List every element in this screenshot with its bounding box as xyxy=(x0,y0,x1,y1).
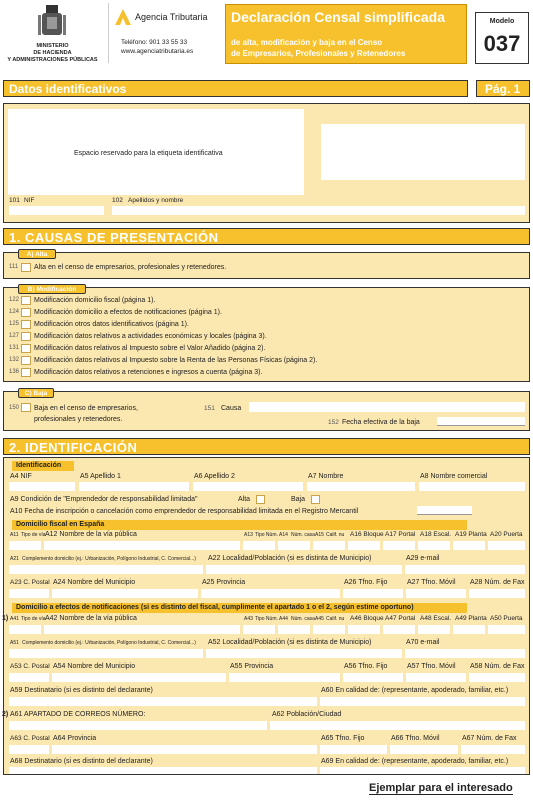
a55-label: A55 Provincia xyxy=(230,663,274,670)
a22-field[interactable] xyxy=(206,565,402,574)
form-subtitle-2: de Empresarios, Profesionales y Retenedores xyxy=(231,49,406,58)
tipo-via-label: Tipo de vía xyxy=(21,532,46,538)
a61-field[interactable] xyxy=(9,721,267,730)
agency-block xyxy=(108,3,220,63)
modificacion-tab: B) Modificación xyxy=(18,284,86,294)
a53-field[interactable] xyxy=(9,673,49,682)
a24-field[interactable] xyxy=(52,589,198,598)
a12-field[interactable] xyxy=(44,541,240,550)
mod-text: Modificación datos relativos al Impuesto sobre la Renta de las Personas Físicas (página 2). xyxy=(34,357,318,364)
a50-label: A50 Puerta xyxy=(490,615,523,622)
agency-name: Agencia Tributaria xyxy=(135,12,208,22)
a14-code: A14 xyxy=(279,532,288,538)
a68-label: A68 Destinatario (si es distinto del declarante) xyxy=(10,758,153,765)
causa-field[interactable] xyxy=(249,402,525,412)
a7-field[interactable] xyxy=(307,482,415,491)
a47-label: A47 Portal xyxy=(385,615,416,622)
mod-checkbox[interactable] xyxy=(21,320,31,329)
a4-label: A4 NIF xyxy=(10,473,32,480)
causas-title: 1. CAUSAS DE PRESENTACIÓN xyxy=(9,230,219,245)
a63-field[interactable] xyxy=(9,745,49,754)
a63-label: A63 C. Postal xyxy=(10,735,50,742)
a9-baja-checkbox[interactable] xyxy=(311,495,320,504)
mod-checkbox[interactable] xyxy=(21,296,31,305)
a62-label: A62 Población/Ciudad xyxy=(272,711,342,718)
a11-code: A11 xyxy=(10,532,19,538)
form-subtitle-1: de alta, modificación y baja en el Censo xyxy=(231,38,383,47)
baja-tab: C) Baja xyxy=(18,388,54,398)
a29-label: A29 e-mail xyxy=(406,555,440,562)
model-label: Modelo xyxy=(489,18,515,25)
a20-label: A20 Puerta xyxy=(490,531,523,538)
mod-text: Modificación datos relativos al Impuesto sobre el Valor Añadido (página 2). xyxy=(34,345,266,352)
a52-label: A52 Localidad/Población (si es distinta de Municipio) xyxy=(208,639,372,646)
a43-field[interactable] xyxy=(243,625,275,634)
a16-label: A16 Bloque xyxy=(350,531,384,538)
a57-field[interactable] xyxy=(406,673,466,682)
n2-label: 2) xyxy=(2,711,9,718)
mod-text: Modificación otros datos identificativos (página 1). xyxy=(34,321,189,328)
a64-label: A64 Provincia xyxy=(53,735,97,742)
alta-checkbox[interactable] xyxy=(21,263,31,272)
tipo-num-label-2: Tipo Núm. xyxy=(255,616,278,622)
causas-title-bar xyxy=(3,228,530,245)
a58-label: A58 Núm. de Fax xyxy=(470,663,525,670)
a60-label: A60 En calidad de: (representante, apoderado, familiar, etc.) xyxy=(321,687,509,694)
mod-checkbox[interactable] xyxy=(21,356,31,365)
mod-checkbox[interactable] xyxy=(21,344,31,353)
a12-label: A12 Nombre de la vía pública xyxy=(45,531,137,538)
fecha-baja-label: Fecha efectiva de la baja xyxy=(342,419,420,426)
tipo-via-label-2: Tipo de vía xyxy=(21,616,46,622)
a41-code: A41 xyxy=(10,616,19,622)
page-badge xyxy=(476,80,530,97)
label-space-text: Espacio reservado para la etiqueta identificativa xyxy=(74,150,223,157)
calif-num-label: Calif. nu xyxy=(326,532,345,538)
a50-field[interactable] xyxy=(488,625,525,634)
a20-field[interactable] xyxy=(488,541,525,550)
calif-num-label-2: Calif. nu xyxy=(326,616,345,622)
a27-field[interactable] xyxy=(406,589,466,598)
mod-text: Modificación domicilio a efectos de notificaciones (página 1). xyxy=(34,309,222,316)
baja-checkbox[interactable] xyxy=(21,403,31,412)
a44-code: A44 xyxy=(279,616,288,622)
a54-label: A54 Nombre del Municipio xyxy=(53,663,136,670)
a26-label: A26 Tfno. Fijo xyxy=(344,579,388,586)
alta-panel xyxy=(3,252,530,279)
a68-field[interactable] xyxy=(9,767,317,774)
mod-code: 132 xyxy=(9,357,20,363)
a67-label: A67 Núm. de Fax xyxy=(462,735,517,742)
mod-text: Modificación datos relativos a actividades económicas y locales (página 3). xyxy=(34,333,267,340)
a9-baja-label: Baja xyxy=(291,496,306,503)
baja-text-2: profesionales y retenedores. xyxy=(34,416,123,423)
complemento-label-2: Complemento domicilio (ej.: Urbanización, Polígono Industrial, C. Comercial...) xyxy=(22,640,196,646)
a46-label: A46 Bloque xyxy=(350,615,384,622)
a43-code: A43 xyxy=(244,616,253,622)
a18-field[interactable] xyxy=(418,541,450,550)
a52-field[interactable] xyxy=(206,649,402,658)
a13-code: A13 xyxy=(244,532,253,538)
datos-panel xyxy=(3,103,530,223)
a47-field[interactable] xyxy=(383,625,415,634)
num-casa-label: Núm. casa xyxy=(291,532,315,538)
a66-field[interactable] xyxy=(390,745,458,754)
a45-field[interactable] xyxy=(313,625,345,634)
name-field[interactable] xyxy=(112,206,525,215)
identificacion-title-bar xyxy=(3,438,530,455)
causa-label: Causa xyxy=(221,405,242,412)
a42-field[interactable] xyxy=(44,625,240,634)
baja-code: 150 xyxy=(9,405,20,411)
mod-checkbox[interactable] xyxy=(21,308,31,317)
a9-alta-checkbox[interactable] xyxy=(256,495,265,504)
a15-code: A15 xyxy=(315,532,324,538)
datos-title-bar xyxy=(3,80,468,97)
name-label: Apellidos y nombre xyxy=(128,197,184,204)
a51-code: A51 xyxy=(10,640,19,646)
a49-label: A49 Planta xyxy=(455,615,487,622)
footer-copy-label: Ejemplar para el interesado xyxy=(369,782,513,794)
form-title-block xyxy=(225,4,467,64)
a56-label: A56 Tfno. Fijo xyxy=(344,663,388,670)
a4-field[interactable] xyxy=(9,482,75,491)
a51-field[interactable] xyxy=(9,649,203,658)
a62-field[interactable] xyxy=(270,721,525,730)
a54-field[interactable] xyxy=(52,673,226,682)
mod-text: Modificación datos relativos a retenciones e ingresos a cuenta (página 3). xyxy=(34,369,263,376)
mod-code: 127 xyxy=(9,333,20,339)
agency-web: www.agenciatributaria.es xyxy=(121,48,194,55)
a14-field[interactable] xyxy=(278,541,310,550)
a7-label: A7 Nombre xyxy=(308,473,344,480)
baja-text-1: Baja en el censo de empresarios, xyxy=(34,405,138,412)
c101: 101 xyxy=(9,197,20,204)
ministry-logo xyxy=(5,3,100,71)
mod-code: 122 xyxy=(9,297,20,303)
a69-label: A69 En calidad de: (representante, apoderado, familiar, etc.) xyxy=(321,758,509,765)
a9-alta-label: Alta xyxy=(238,496,251,503)
a57-label: A57 Tfno. Móvil xyxy=(407,663,456,670)
datos-title: Datos identificativos xyxy=(9,82,127,96)
ministry-name-3: Y ADMINISTRACIONES PÚBLICAS xyxy=(7,57,98,63)
fecha-baja-field[interactable] xyxy=(437,417,525,426)
a42-label: A42 Nombre de la vía pública xyxy=(45,615,137,622)
a9-label: A9 Condición de "Emprendedor de responsabilidad limitada" xyxy=(10,496,198,503)
a28-field[interactable] xyxy=(469,589,525,598)
a8-label: A8 Nombre comercial xyxy=(420,473,488,480)
a18-label: A18 Escal. xyxy=(420,531,452,538)
a48-label: A48 Escal. xyxy=(420,615,452,622)
a61-label: A61 APARTADO DE CORREOS NÚMERO: xyxy=(10,711,146,718)
identificacion-title: 2. IDENTIFICACIÓN xyxy=(9,440,138,455)
alta-text: Alta en el censo de empresarios, profesionales y retenedores. xyxy=(34,264,227,271)
modificacion-panel xyxy=(3,287,530,382)
a23-label: A23 C. Postal xyxy=(10,579,50,586)
a17-field[interactable] xyxy=(383,541,415,550)
mod-code: 136 xyxy=(9,369,20,375)
a16-field[interactable] xyxy=(348,541,380,550)
identificacion-panel xyxy=(3,457,530,775)
complemento-label: Complemento domicilio (ej.: Urbanización, Polígono Industrial, C. Comercial...) xyxy=(22,556,196,562)
a24-label: A24 Nombre del Municipio xyxy=(53,579,136,586)
a10-date-field[interactable] xyxy=(417,506,472,515)
form-title: Declaración Censal simplificada xyxy=(231,9,445,25)
baja-panel xyxy=(3,391,530,431)
a60-field[interactable] xyxy=(320,697,525,706)
a17-label: A17 Portal xyxy=(385,531,416,538)
a67-field[interactable] xyxy=(461,745,525,754)
a21-code: A21 xyxy=(10,556,19,562)
a66-label: A66 Tfno. Móvil xyxy=(391,735,440,742)
a59-label: A59 Destinatario (si es distinto del declarante) xyxy=(10,687,153,694)
alta-tab: A) Alta xyxy=(18,249,56,259)
mod-code: 125 xyxy=(9,321,20,327)
model-number: 037 xyxy=(483,31,521,56)
mod-checkbox[interactable] xyxy=(21,332,31,341)
a65-label: A65 Tfno. Fijo xyxy=(321,735,365,742)
a26-field[interactable] xyxy=(343,589,403,598)
a6-field[interactable] xyxy=(193,482,303,491)
a56-field[interactable] xyxy=(343,673,403,682)
mod-code: 131 xyxy=(9,345,20,351)
fiscal-head: Domicilio fiscal en España xyxy=(12,520,467,530)
a27-label: A27 Tfno. Móvil xyxy=(407,579,456,586)
bar-code-area xyxy=(321,124,525,180)
a5-label: A5 Apellido 1 xyxy=(80,473,121,480)
c102: 102 xyxy=(112,197,123,204)
a19-field[interactable] xyxy=(453,541,485,550)
nif-field[interactable] xyxy=(9,206,104,215)
a28-label: A28 Núm. de Fax xyxy=(470,579,525,586)
a59-field[interactable] xyxy=(9,697,317,706)
agency-phone: Teléfono: 901 33 55 33 xyxy=(121,39,188,46)
a64-field[interactable] xyxy=(52,745,317,754)
ministry-name-2: DE HACIENDA xyxy=(33,50,72,56)
a23-field[interactable] xyxy=(9,589,49,598)
a22-label: A22 Localidad/Población (si es distinta de Municipio) xyxy=(208,555,372,562)
nif-label: NIF xyxy=(24,197,35,204)
a13-field[interactable] xyxy=(243,541,275,550)
c151: 151 xyxy=(204,405,215,412)
a48-field[interactable] xyxy=(418,625,450,634)
notif-head: Domicilio a efectos de notificaciones (si es distinto del fiscal, cumplimente el apartado 1 o el 2, según estime oportuno) xyxy=(12,603,467,613)
a29-field[interactable] xyxy=(405,565,525,574)
a25-label: A25 Provincia xyxy=(202,579,246,586)
c152: 152 xyxy=(328,419,339,426)
a46-field[interactable] xyxy=(348,625,380,634)
a53-label: A53 C. Postal xyxy=(10,663,50,670)
a5-field[interactable] xyxy=(79,482,189,491)
num-casa-label-2: Núm. casa xyxy=(291,616,315,622)
a25-field[interactable] xyxy=(201,589,340,598)
a11-field[interactable] xyxy=(9,541,41,550)
ministry-name-1: MINISTERIO xyxy=(36,43,69,49)
a19-label: A19 Planta xyxy=(455,531,487,538)
a70-field[interactable] xyxy=(405,649,525,658)
coat-of-arms-icon xyxy=(38,3,66,39)
a41-field[interactable] xyxy=(9,625,41,634)
a15-field[interactable] xyxy=(313,541,345,550)
a44-field[interactable] xyxy=(278,625,310,634)
a6-label: A6 Apellido 2 xyxy=(194,473,235,480)
agency-logo-icon xyxy=(115,9,131,25)
ident-head: Identificación xyxy=(12,461,74,471)
a65-field[interactable] xyxy=(320,745,387,754)
alta-code: 111 xyxy=(9,264,19,270)
a55-field[interactable] xyxy=(229,673,340,682)
a45-code: A45 xyxy=(315,616,324,622)
mod-text: Modificación domicilio fiscal (página 1). xyxy=(34,297,156,304)
a10-label: A10 Fecha de inscripción o cancelación como emprendedor de responsabilidad limitada en el Registro Mercantil xyxy=(10,508,359,515)
a69-field[interactable] xyxy=(320,767,525,774)
a58-field[interactable] xyxy=(469,673,525,682)
model-box xyxy=(475,12,529,64)
n1-label: 1) xyxy=(2,615,9,622)
page-number: Pág. 1 xyxy=(485,82,521,96)
label-space xyxy=(8,109,304,195)
a70-label: A70 e-mail xyxy=(406,639,440,646)
a49-field[interactable] xyxy=(453,625,485,634)
a8-field[interactable] xyxy=(419,482,525,491)
a21-field[interactable] xyxy=(9,565,203,574)
mod-code: 124 xyxy=(9,309,20,315)
mod-checkbox[interactable] xyxy=(21,368,31,377)
tipo-num-label: Tipo Núm. xyxy=(255,532,278,538)
